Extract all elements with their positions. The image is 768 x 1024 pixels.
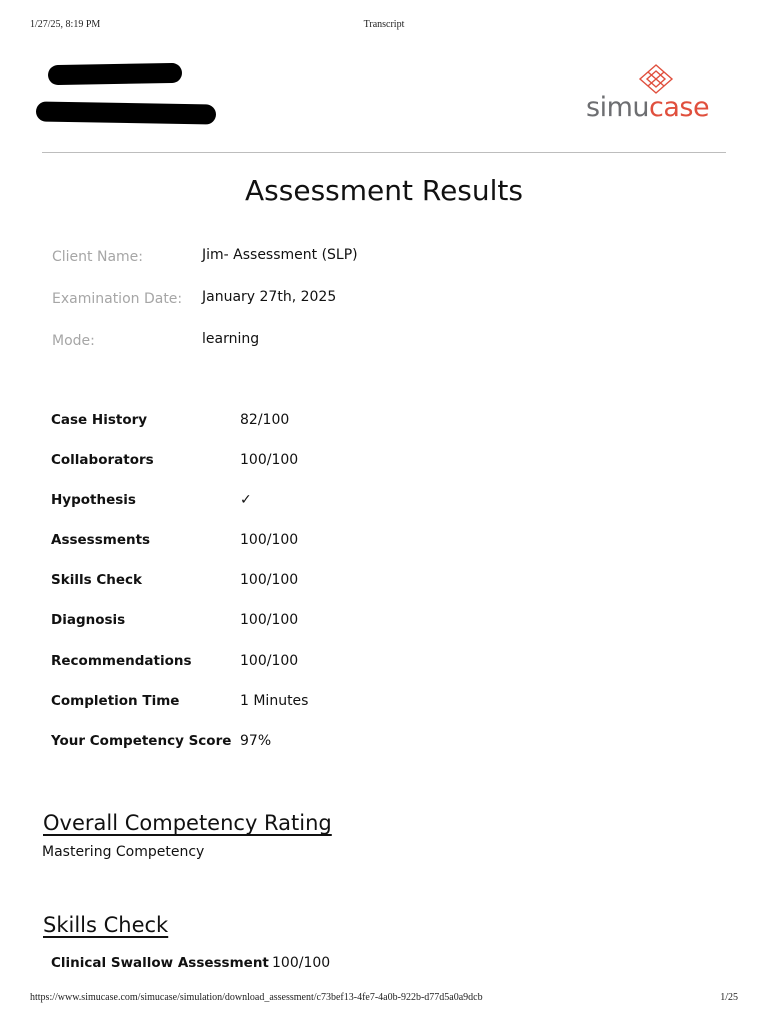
info-row-exam-date (52, 288, 652, 330)
print-title: Transcript (363, 19, 405, 30)
score-value: 100/100 (240, 452, 299, 469)
info-row-client-name (52, 246, 652, 288)
info-value: January 27th, 2025 (202, 289, 337, 305)
redacted-name (48, 63, 182, 85)
score-row-collaborators (51, 450, 651, 490)
print-footer (0, 992, 768, 1006)
score-value: 100/100 (240, 572, 299, 589)
simucase-logo (586, 64, 728, 124)
page-number: 1/25 (720, 992, 738, 1003)
info-value: learning (202, 331, 260, 347)
print-header (0, 19, 768, 33)
logo-case: case (648, 92, 710, 123)
skill-row (51, 955, 651, 975)
score-label: Recommendations (51, 652, 192, 669)
skill-label: Clinical Swallow Assessment (51, 955, 269, 971)
info-value: Jim- Assessment (SLP) (202, 247, 358, 263)
score-value: 82/100 (240, 412, 290, 428)
score-row-assessments (51, 530, 651, 570)
score-value: 100/100 (240, 652, 299, 669)
score-row-recommendations (51, 651, 651, 691)
logo-simu: simu (586, 92, 649, 123)
page-title: Assessment Results (245, 174, 523, 207)
info-label: Client Name: (52, 249, 143, 265)
score-value: 1 Minutes (240, 692, 309, 709)
skills-check-heading: Skills Check (43, 913, 169, 937)
info-label: Examination Date: (52, 291, 183, 307)
score-row-completion-time (51, 691, 651, 731)
score-value: 97% (240, 732, 272, 749)
score-label: Skills Check (51, 572, 142, 589)
print-url: https://www.simucase.com/simucase/simulation/download_assessment/c73bef13-4fe7-4a0b-922b-d77d5a0a9dcb (30, 992, 483, 1003)
score-label: Assessments (51, 532, 151, 549)
score-label: Collaborators (51, 452, 154, 469)
info-row-mode (52, 330, 652, 372)
score-value: 100/100 (240, 612, 299, 629)
score-row-hypothesis (51, 490, 651, 530)
score-label: Diagnosis (51, 612, 126, 629)
score-row-diagnosis (51, 610, 651, 650)
info-label: Mode: (52, 333, 95, 349)
score-value: 100/100 (240, 532, 299, 549)
score-label: Hypothesis (51, 492, 136, 509)
redacted-detail (36, 101, 216, 124)
checkmark-icon: ✓ (240, 492, 252, 509)
score-row-skills-check (51, 570, 651, 610)
overall-competency-heading: Overall Competency Rating (43, 811, 332, 835)
header-divider (42, 152, 726, 153)
logo-wordmark (586, 92, 728, 123)
score-row-competency-score (51, 731, 651, 771)
score-label: Completion Time (51, 692, 180, 709)
score-row-case-history (51, 410, 651, 450)
overall-competency-value: Mastering Competency (42, 844, 205, 860)
score-table (51, 410, 651, 771)
client-info (52, 246, 652, 372)
skill-value: 100/100 (272, 955, 331, 971)
print-datetime: 1/27/25, 8:19 PM (30, 19, 101, 30)
diamond-logo-icon (638, 64, 674, 94)
score-label: Case History (51, 412, 148, 428)
score-label: Your Competency Score (51, 732, 232, 749)
